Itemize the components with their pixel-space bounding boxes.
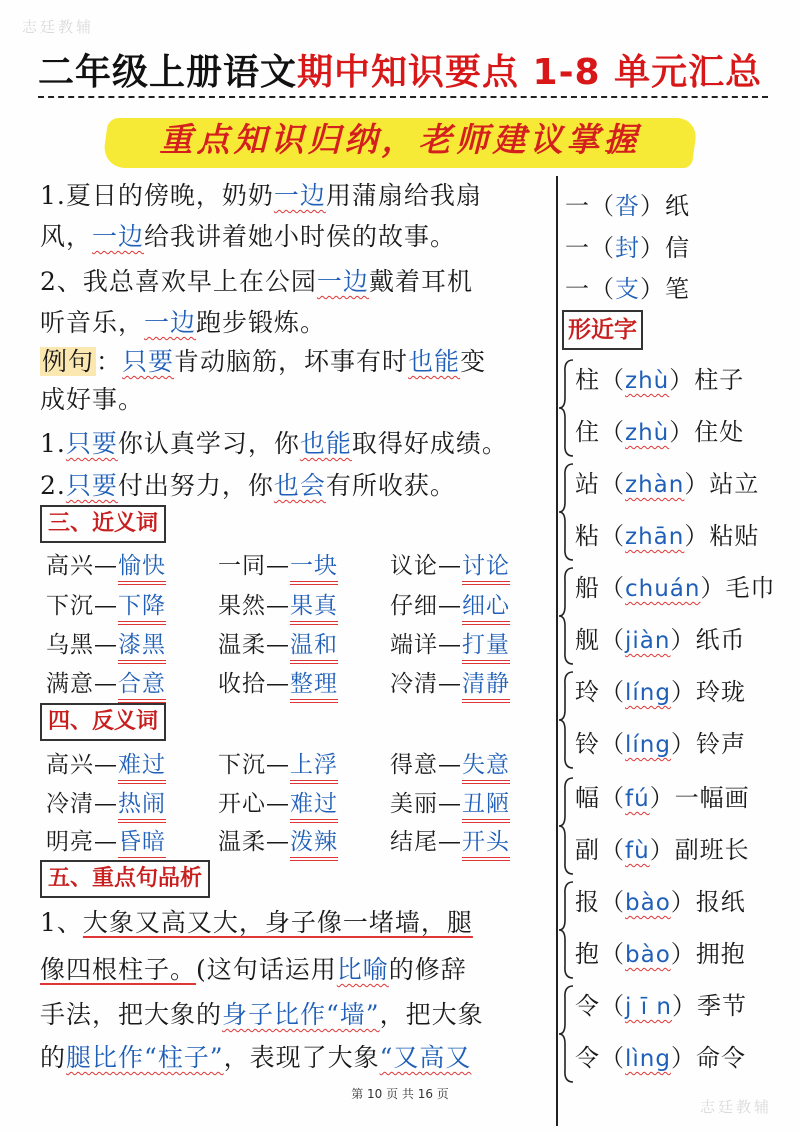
paren: ） — [640, 275, 665, 303]
text: 信 — [665, 234, 690, 262]
word: 温柔 — [218, 829, 266, 855]
brace-icon — [558, 776, 574, 876]
keyword: 也会 — [273, 471, 326, 500]
pinyin: zhān — [625, 524, 685, 550]
word: 铃声 — [695, 730, 746, 758]
similar-char-item: 住（zhù）住处 — [575, 418, 745, 446]
text-line-1 — [40, 176, 482, 212]
synonym-row — [46, 626, 546, 664]
word: 下沉 — [46, 593, 94, 619]
word-pair: 下沉—下降 — [46, 587, 166, 625]
keyword: 也能 — [299, 429, 352, 458]
word-pair: 得意—失意 — [390, 746, 510, 784]
word: 报纸 — [695, 888, 746, 916]
text: 的 — [40, 1043, 67, 1072]
similar-char-item: 粘（zhān）粘贴 — [575, 522, 760, 550]
analysis-line-2 — [40, 950, 467, 986]
answer: 打量 — [462, 630, 510, 664]
word: 玲珑 — [695, 678, 746, 706]
keyword: “又高又 — [379, 1043, 472, 1072]
word-pair: 结尾—开头 — [390, 823, 510, 861]
text: 跑步锻炼。 — [196, 308, 327, 337]
answer: 难过 — [118, 750, 166, 784]
word-pair: 开心—难过 — [218, 785, 338, 823]
word: 温柔 — [218, 632, 266, 658]
banner-text: 重点知识归纳，老师建议掌握 — [159, 120, 641, 159]
text: 1. — [40, 429, 66, 458]
text: 变 — [460, 347, 487, 376]
text-line-2 — [40, 217, 456, 253]
answer: 开头 — [462, 827, 510, 861]
answer: 封 — [615, 234, 640, 262]
keyword: 只要 — [65, 429, 118, 458]
text: 肯动脑筋，坏事有时 — [174, 347, 409, 376]
key-sentence: 大象又高又大，身子像一堵墙，腿 — [82, 908, 473, 937]
text: 付出努力，你 — [117, 471, 274, 500]
word: 柱子 — [694, 366, 745, 394]
character: 舰 — [575, 626, 600, 654]
example-label: 例句 — [42, 347, 95, 376]
word: 一幅画 — [674, 784, 750, 812]
character: 抱 — [575, 940, 600, 968]
text: 戴着耳机 — [368, 267, 473, 296]
synonym-row — [46, 547, 546, 585]
text-line-4 — [40, 303, 326, 339]
pinyin: chuán — [625, 576, 701, 602]
answer: 丑陋 — [462, 789, 510, 823]
similar-char-item: 舰（jiàn）纸币 — [575, 626, 746, 654]
answer: 失意 — [462, 750, 510, 784]
character: 粘 — [575, 522, 600, 550]
similar-char-item: 幅（fú）一幅画 — [575, 784, 750, 812]
synonym-row — [46, 665, 546, 703]
similar-char-item: 船（chuán）毛巾 — [575, 574, 776, 602]
text: 风， — [40, 222, 93, 251]
answer: 热闹 — [118, 789, 166, 823]
text: 你认真学习，你 — [117, 429, 300, 458]
antonym-row — [46, 746, 546, 784]
text: 一 — [565, 192, 590, 220]
brace-icon — [558, 984, 574, 1084]
text-line-6 — [40, 380, 144, 416]
pinyin: zhù — [625, 420, 670, 446]
similar-char-item: 站（zhàn）站立 — [575, 470, 760, 498]
word: 冷清 — [390, 671, 438, 697]
word: 结尾 — [390, 829, 438, 855]
word-pair: 明亮—昏暗 — [46, 823, 166, 861]
word-pair: 温柔—泼辣 — [218, 823, 338, 861]
word: 开心 — [218, 791, 266, 817]
word-pair: 收拾—整理 — [218, 665, 338, 703]
measure-word-item — [565, 186, 690, 221]
similar-char-item: 铃（líng）铃声 — [575, 730, 746, 758]
pinyin: líng — [625, 680, 671, 706]
similar-char-item: 副（fù）副班长 — [575, 836, 750, 864]
word-pair: 议论—讨论 — [390, 547, 510, 585]
text: 手法，把大象的 — [40, 1000, 223, 1029]
text: (这句话运用 — [196, 955, 337, 984]
text: 1、 — [40, 908, 83, 937]
word-pair: 高兴—难过 — [46, 746, 166, 784]
text: 一 — [565, 234, 590, 262]
word-pair: 冷清—热闹 — [46, 785, 166, 823]
text: ，把大象 — [379, 1000, 484, 1029]
character: 柱 — [575, 366, 600, 394]
watermark-bottom: 志廷教辅 — [700, 1098, 773, 1116]
paren: （ — [590, 192, 615, 220]
word: 满意 — [46, 671, 94, 697]
answer: 一块 — [290, 551, 338, 585]
word: 季节 — [696, 992, 747, 1020]
similar-char-item: 抱（bào）拥抱 — [575, 940, 746, 968]
example-line — [40, 342, 486, 378]
answer: 漆黑 — [118, 630, 166, 664]
brace-icon — [558, 462, 574, 562]
answer: 讨论 — [462, 551, 510, 585]
paren: ） — [640, 192, 665, 220]
word-pair: 乌黑—漆黑 — [46, 626, 166, 664]
text: 取得好成绩。 — [351, 429, 508, 458]
word: 美丽 — [390, 791, 438, 817]
word-pair: 端详—打量 — [390, 626, 510, 664]
answer: 泼辣 — [290, 827, 338, 861]
word: 纸币 — [695, 626, 746, 654]
keyword: 也能 — [408, 347, 461, 376]
pinyin: líng — [625, 732, 671, 758]
word-pair: 冷清—清静 — [390, 665, 510, 703]
character: 幅 — [575, 784, 600, 812]
word: 住处 — [694, 418, 745, 446]
word: 毛巾 — [725, 574, 776, 602]
answer: 愉快 — [118, 551, 166, 585]
answer: 支 — [615, 275, 640, 303]
word-pair: 下沉—上浮 — [218, 746, 338, 784]
brace-icon — [558, 880, 574, 980]
pinyin: j ī n — [625, 994, 672, 1020]
similar-char-item: 柱（zhù）柱子 — [575, 366, 745, 394]
text: 笔 — [665, 275, 690, 303]
text: 的修辞 — [388, 955, 467, 984]
title-red: 期中知识要点 1-8 单元汇总 — [297, 52, 763, 93]
page-number: 第 10 页 共 16 页 — [351, 1087, 449, 1101]
word: 端详 — [390, 632, 438, 658]
answer: 上浮 — [290, 750, 338, 784]
keyword: 一边 — [92, 222, 145, 251]
character: 船 — [575, 574, 600, 602]
answer: 细心 — [462, 591, 510, 625]
pinyin: fú — [625, 786, 650, 812]
similar-char-item: 令（j ī n）季节 — [575, 992, 747, 1020]
measure-word-item — [565, 269, 690, 304]
text: ，表现了大象 — [223, 1043, 380, 1072]
answer: 昏暗 — [118, 827, 166, 861]
character: 令 — [575, 992, 600, 1020]
text: 一 — [565, 275, 590, 303]
similar-char-item: 令（lìng）命令 — [575, 1044, 746, 1072]
pinyin: bào — [625, 942, 671, 968]
analysis-line-1 — [40, 903, 473, 939]
word: 副班长 — [674, 836, 750, 864]
antonym-row — [46, 785, 546, 823]
character: 报 — [575, 888, 600, 916]
word-pair: 一同—一块 — [218, 547, 338, 585]
brace-icon — [558, 566, 574, 666]
pinyin: zhù — [625, 368, 670, 394]
answer: 整理 — [290, 669, 338, 703]
keyword: 身子比作“墙” — [222, 1000, 380, 1029]
title-divider — [38, 96, 768, 98]
title-black: 二年级上册语文 — [38, 52, 298, 93]
word: 拥抱 — [695, 940, 746, 968]
similar-char-item: 报（bào）报纸 — [575, 888, 746, 916]
answer: 难过 — [290, 789, 338, 823]
text: 1.夏日的傍晚，奶奶 — [40, 181, 274, 210]
synonym-row — [46, 587, 546, 625]
word: 下沉 — [218, 752, 266, 778]
paren: （ — [590, 275, 615, 303]
word: 高兴 — [46, 553, 94, 579]
word-pair: 高兴—愉快 — [46, 547, 166, 585]
section-antonyms: 四、反义词 — [40, 703, 166, 741]
word: 高兴 — [46, 752, 94, 778]
character: 铃 — [575, 730, 600, 758]
word: 乌黑 — [46, 632, 94, 658]
pinyin: zhàn — [625, 472, 685, 498]
answer: 清静 — [462, 669, 510, 703]
paren: ） — [640, 234, 665, 262]
word: 站立 — [709, 470, 760, 498]
word: 果然 — [218, 593, 266, 619]
word: 仔细 — [390, 593, 438, 619]
keyword: 一边 — [144, 308, 197, 337]
keyword: 一边 — [273, 181, 326, 210]
section-sentence-analysis: 五、重点句品析 — [40, 860, 210, 898]
keyword: 一边 — [316, 267, 369, 296]
word-pair: 仔细—细心 — [390, 587, 510, 625]
text: 2. — [40, 471, 66, 500]
text: 听音乐， — [40, 308, 145, 337]
page-title — [38, 44, 768, 98]
text-line-8 — [40, 466, 456, 502]
answer: 合意 — [118, 669, 166, 703]
word-pair: 美丽—丑陋 — [390, 785, 510, 823]
word: 冷清 — [46, 791, 94, 817]
analysis-line-4 — [40, 1038, 471, 1074]
analysis-line-3 — [40, 995, 484, 1031]
brace-icon — [558, 670, 574, 770]
pinyin: fù — [625, 838, 650, 864]
text: 用蒲扇给我扇 — [325, 181, 482, 210]
word-pair: 温柔—温和 — [218, 626, 338, 664]
word-pair: 果然—果真 — [218, 587, 338, 625]
key-sentence: 像四根柱子。 — [40, 955, 197, 984]
measure-word-item — [565, 228, 690, 263]
word: 得意 — [390, 752, 438, 778]
word: 命令 — [695, 1044, 746, 1072]
text: 给我讲着她小时侯的故事。 — [144, 222, 457, 251]
character: 令 — [575, 1044, 600, 1072]
answer: 温和 — [290, 630, 338, 664]
word-pair: 满意—合意 — [46, 665, 166, 703]
text: 成好事。 — [40, 385, 145, 414]
keyword: 腿比作“柱子” — [66, 1043, 224, 1072]
similar-char-item: 玲（líng）玲珑 — [575, 678, 746, 706]
keyword: 只要 — [65, 471, 118, 500]
text: 纸 — [665, 192, 690, 220]
character: 住 — [575, 418, 600, 446]
antonym-row — [46, 823, 546, 861]
text: 有所收获。 — [325, 471, 456, 500]
word: 明亮 — [46, 829, 94, 855]
watermark-top: 志廷教辅 — [22, 18, 95, 36]
section-synonyms: 三、近义词 — [40, 505, 166, 543]
word: 议论 — [390, 553, 438, 579]
answer: 果真 — [290, 591, 338, 625]
character: 站 — [575, 470, 600, 498]
keyword: 比喻 — [336, 955, 389, 984]
keyword: 只要 — [122, 347, 175, 376]
character: 玲 — [575, 678, 600, 706]
answer: 沓 — [615, 192, 640, 220]
pinyin: lìng — [625, 1046, 671, 1072]
pinyin: jiàn — [625, 628, 671, 654]
section-similar-characters: 形近字 — [562, 310, 643, 350]
paren: （ — [590, 234, 615, 262]
text: 2、我总喜欢早上在公园 — [40, 267, 317, 296]
text: ： — [96, 347, 123, 376]
text-line-7 — [40, 424, 508, 460]
pinyin: bào — [625, 890, 671, 916]
character: 副 — [575, 836, 600, 864]
word: 一同 — [218, 553, 266, 579]
word: 粘贴 — [709, 522, 760, 550]
brace-icon — [558, 358, 574, 458]
word: 收拾 — [218, 671, 266, 697]
answer: 下降 — [118, 591, 166, 625]
text-line-3 — [40, 262, 473, 298]
